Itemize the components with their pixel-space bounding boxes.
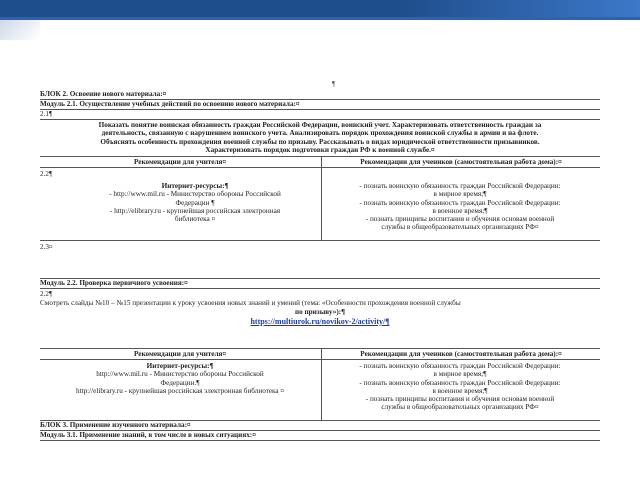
stud1-line: службы в общеобразовательных организациях РФ¤ [381,223,539,232]
paragraph-mark: ¶ [332,80,336,88]
stud2-line: службы в общеобразовательных организациях РФ¤ [381,403,539,412]
res1-title: Интернет-ресурсы:¶ [161,182,229,190]
stud1-line: в мирное время;¶ [433,190,487,199]
module21-heading: Модуль 2.1. Осуществление учебных действий по освоению нового материала:¤ [40,100,600,110]
res1-line: - http://www.mil.ru - Министерство обороны Российской [109,190,281,199]
table1-hdr-border [40,167,600,168]
item-2-4: 2.2¶ [40,290,53,298]
text-line: Показать понятие воинская обязанность граждан Российской Федерации, воинский учет. Характеризовать ответственность граждан за [98,121,542,129]
module31-label: Модуль 3.1. Применение знаний, в том числе в новых ситуациях:¤ [40,431,256,439]
text-line: деятельность, связанную с нарушением воинского учета. Анализировать порядок прохождения воинской службы в армии и на флоте. [101,129,539,138]
stud2-line: - познать воинскую обязанность граждан Российской Федерации: [359,378,561,387]
stud2-line: в военное время;¶ [432,386,488,395]
table1-bottom-border [40,240,600,241]
block2-heading: БЛОК 2. Освоение нового материала:¤ [40,90,600,100]
res1-line: библиотека ¤ [174,215,216,224]
stud2-line: - познать принципы воспитания и обучения основам военной [365,395,555,404]
stud1-line: - познать воинскую обязанность граждан Российской Федерации: [359,198,561,207]
item-2-2: 2.2¶ [40,170,53,178]
res2-line: Федерации.¶ [160,378,200,387]
module21-text [40,121,600,154]
document-page [40,80,600,480]
window-top-bar [0,0,640,20]
text-line: Объяснять особенность прохождения военной службы по призыву. Рассказывать о видах юридической ответственности призывников. [100,137,540,146]
table2-hdr-teacher: Рекомендации для учителя¤ [133,350,227,358]
table1-hdr-student: Рекомендации для учеников (самостоятельная работа дома):¤ [360,158,562,166]
table1-teacher-cell [80,182,310,223]
res2-title: Интернет-ресурсы:¶ [146,362,214,370]
activity-link[interactable]: https://multiurok.ru/novikov-2/activity/¶ [250,317,390,326]
module31-heading [40,431,600,441]
table2-hdr-student: Рекомендации для учеников (самостоятельная работа дома):¤ [360,350,562,358]
check-text: Смотреть слайды №10 – №15 презентации к уроку усвоения новых знаний и умений (тема: «Особенности прохождения военной службы [40,299,461,307]
stud2-line: - познать воинскую обязанность граждан Российской Федерации: [359,362,561,370]
stud1-line: в военное время;¶ [432,206,488,215]
table2-student-cell [325,362,595,412]
module22-heading [40,278,600,289]
link-line [40,318,600,326]
item-2-3: 2.3¤ [40,243,53,251]
table1-student-cell [325,182,595,232]
corner-decoration [0,20,40,40]
res1-line: - http://elibrary.ru - крупнейшая российская электронная [109,206,281,215]
res1-line: Федерации ¶ [175,198,215,207]
module22-label: Модуль 2.2. Проверка первичного усвоения:¤ [40,279,188,287]
stud2-line: в мирное время;¶ [433,370,487,379]
text-line: Характеризовать порядок подготовки граждан РФ к военной службе.¤ [205,145,435,154]
table2-top-border [40,348,600,349]
res2-line: http://elibrary.ru - крупнейшая российская электронная библиотека ¤ [75,386,284,395]
table1-divider [321,156,322,240]
table2-teacher-cell [40,362,320,395]
stud1-line: - познать принципы воспитания и обучения основам военной [365,215,555,224]
table1-hdr-teacher: Рекомендации для учителя¤ [133,158,227,166]
item-2-1: 2.1¶ [40,110,600,120]
stud1-line: - познать воинскую обязанность граждан Российской Федерации: [359,182,561,190]
top-bar-line [0,17,640,20]
table1-top-border [40,156,600,157]
res2-line: http://www.mil.ru - Министерство обороны Российской [96,370,264,379]
block3-heading [40,420,600,431]
table2-hdr-border [40,359,600,360]
check-text-2: по призыву»):¶ [295,308,345,316]
block3-label: БЛОК 3. Применение изученного материала:¤ [40,421,191,429]
table2-divider [321,348,322,420]
